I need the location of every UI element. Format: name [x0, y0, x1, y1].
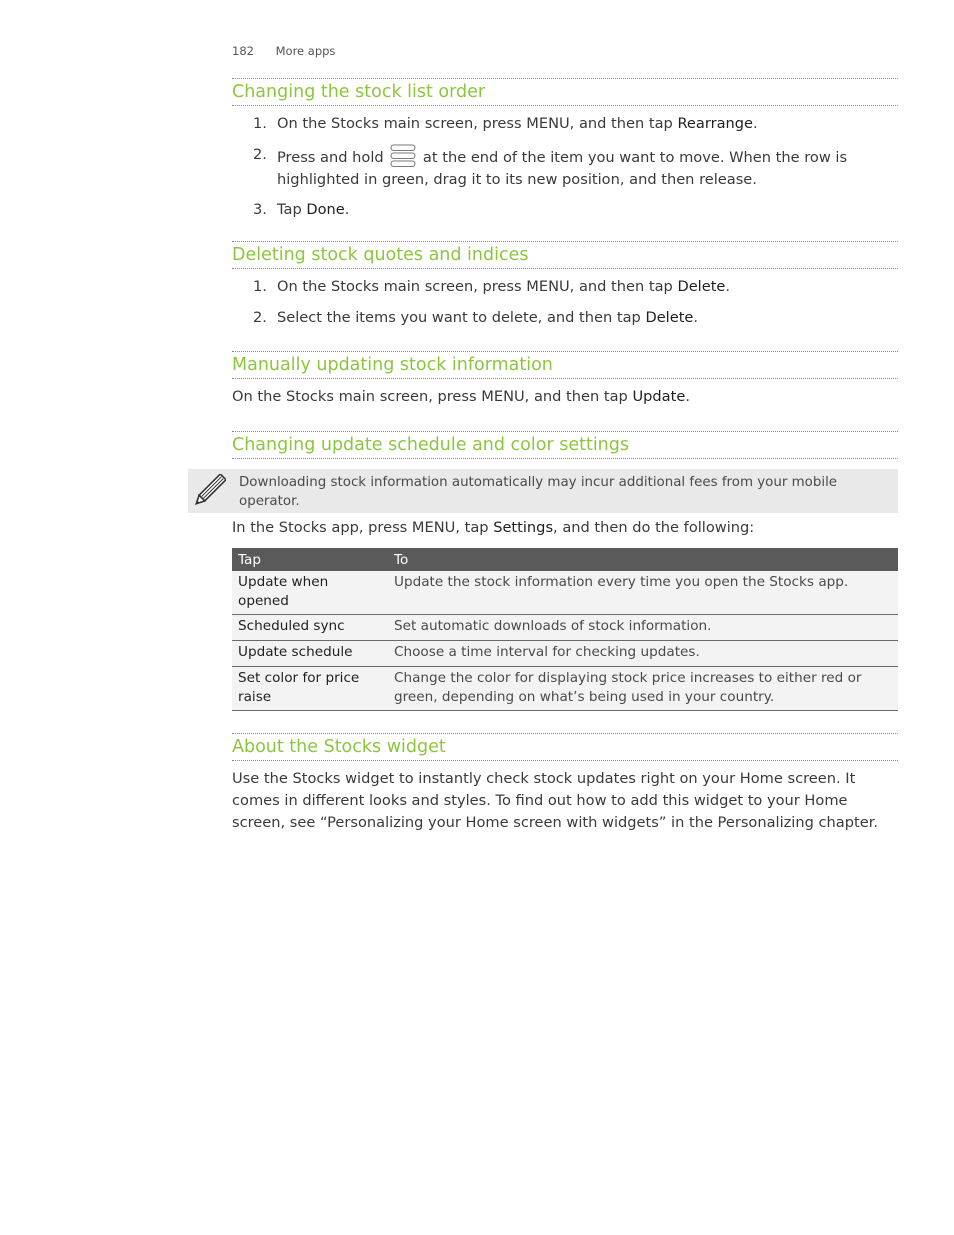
table-cell: Set automatic downloads of stock information. [388, 615, 898, 641]
list-item [232, 307, 898, 329]
para-text: On the Stocks main screen, press MENU, and then tap [232, 388, 633, 405]
section-stock-list-order [232, 78, 898, 221]
step-number: 2. [253, 309, 267, 326]
step-number: 1. [253, 278, 267, 295]
page-number: 182 [232, 44, 254, 58]
table-row [232, 641, 898, 667]
para-text: , and then do the following: [553, 519, 755, 536]
section-manual-update [232, 351, 898, 408]
keyword-rearrange: Rearrange [677, 115, 754, 132]
note-text: Downloading stock information automatically may incur additional fees from your mobile operator. [239, 475, 838, 509]
settings-table [232, 548, 898, 711]
para-text: In the Stocks app, press MENU, tap [232, 519, 494, 536]
steps-list [232, 276, 898, 329]
keyword-done: Done [306, 201, 345, 218]
table-cell: Update the stock information every time you open the Stocks app. [388, 571, 898, 615]
keyword-update: Update [632, 388, 686, 405]
section-heading: Deleting stock quotes and indices [232, 241, 898, 269]
step-text: . [725, 278, 731, 295]
table-row [232, 571, 898, 615]
paragraph [232, 386, 898, 408]
keyword-delete: Delete [677, 278, 726, 295]
para-text: . [685, 388, 690, 405]
page-header [232, 44, 335, 58]
table-header-row [232, 548, 898, 571]
step-text: Select the items you want to delete, and then tap [277, 309, 646, 326]
table-cell: Set color for price raise [232, 667, 388, 711]
note-box [188, 469, 898, 513]
steps-list [232, 113, 898, 221]
settings-intro [232, 517, 898, 539]
table-cell: Change the color for displaying stock price increases to either red or green, depending on what’s being used in your country. [388, 667, 898, 711]
step-text: . [693, 309, 699, 326]
step-text: On the Stocks main screen, press MENU, and then tap [277, 278, 678, 295]
section-heading: Changing update schedule and color settings [232, 431, 898, 459]
pencil-icon [192, 474, 226, 508]
section-heading: Manually updating stock information [232, 351, 898, 379]
section-heading: About the Stocks widget [232, 733, 898, 761]
section-heading: Changing the stock list order [232, 78, 898, 106]
column-header-to: To [388, 548, 898, 571]
list-item [232, 144, 898, 191]
list-item [232, 276, 898, 298]
table-cell: Scheduled sync [232, 615, 388, 641]
list-item [232, 113, 898, 135]
step-text: at the end of the item you want to move. When the row is highlighted in green, drag it to its new position, and then release. [277, 149, 848, 188]
step-text: Press and hold [277, 149, 389, 166]
keyword-settings: Settings [493, 519, 554, 536]
step-number: 1. [253, 115, 267, 132]
step-text: . [344, 201, 350, 218]
step-text: . [753, 115, 758, 132]
table-row [232, 667, 898, 711]
step-number: 3. [253, 201, 267, 218]
column-header-tap: Tap [232, 548, 388, 571]
table-cell: Update schedule [232, 641, 388, 667]
section-deleting-quotes [232, 241, 898, 329]
drag-handle-icon [390, 144, 416, 168]
table-cell: Choose a time interval for checking updates. [388, 641, 898, 667]
table-cell: Update when opened [232, 571, 388, 615]
chapter-title: More apps [275, 44, 336, 58]
step-number: 2. [253, 146, 267, 163]
table-row [232, 615, 898, 641]
step-text: On the Stocks main screen, press MENU, and then tap [277, 115, 678, 132]
list-item [232, 199, 898, 221]
step-text: Tap [277, 201, 307, 218]
paragraph: Use the Stocks widget to instantly check stock updates right on your Home screen. It comes in different looks and styles. To find out how to add this widget to your Home screen, see “Personalizing your Home screen with widgets” in the Personalizing chapter. [232, 770, 878, 831]
section-stocks-widget [232, 733, 898, 834]
section-update-schedule [232, 431, 898, 459]
keyword-delete: Delete [645, 309, 694, 326]
